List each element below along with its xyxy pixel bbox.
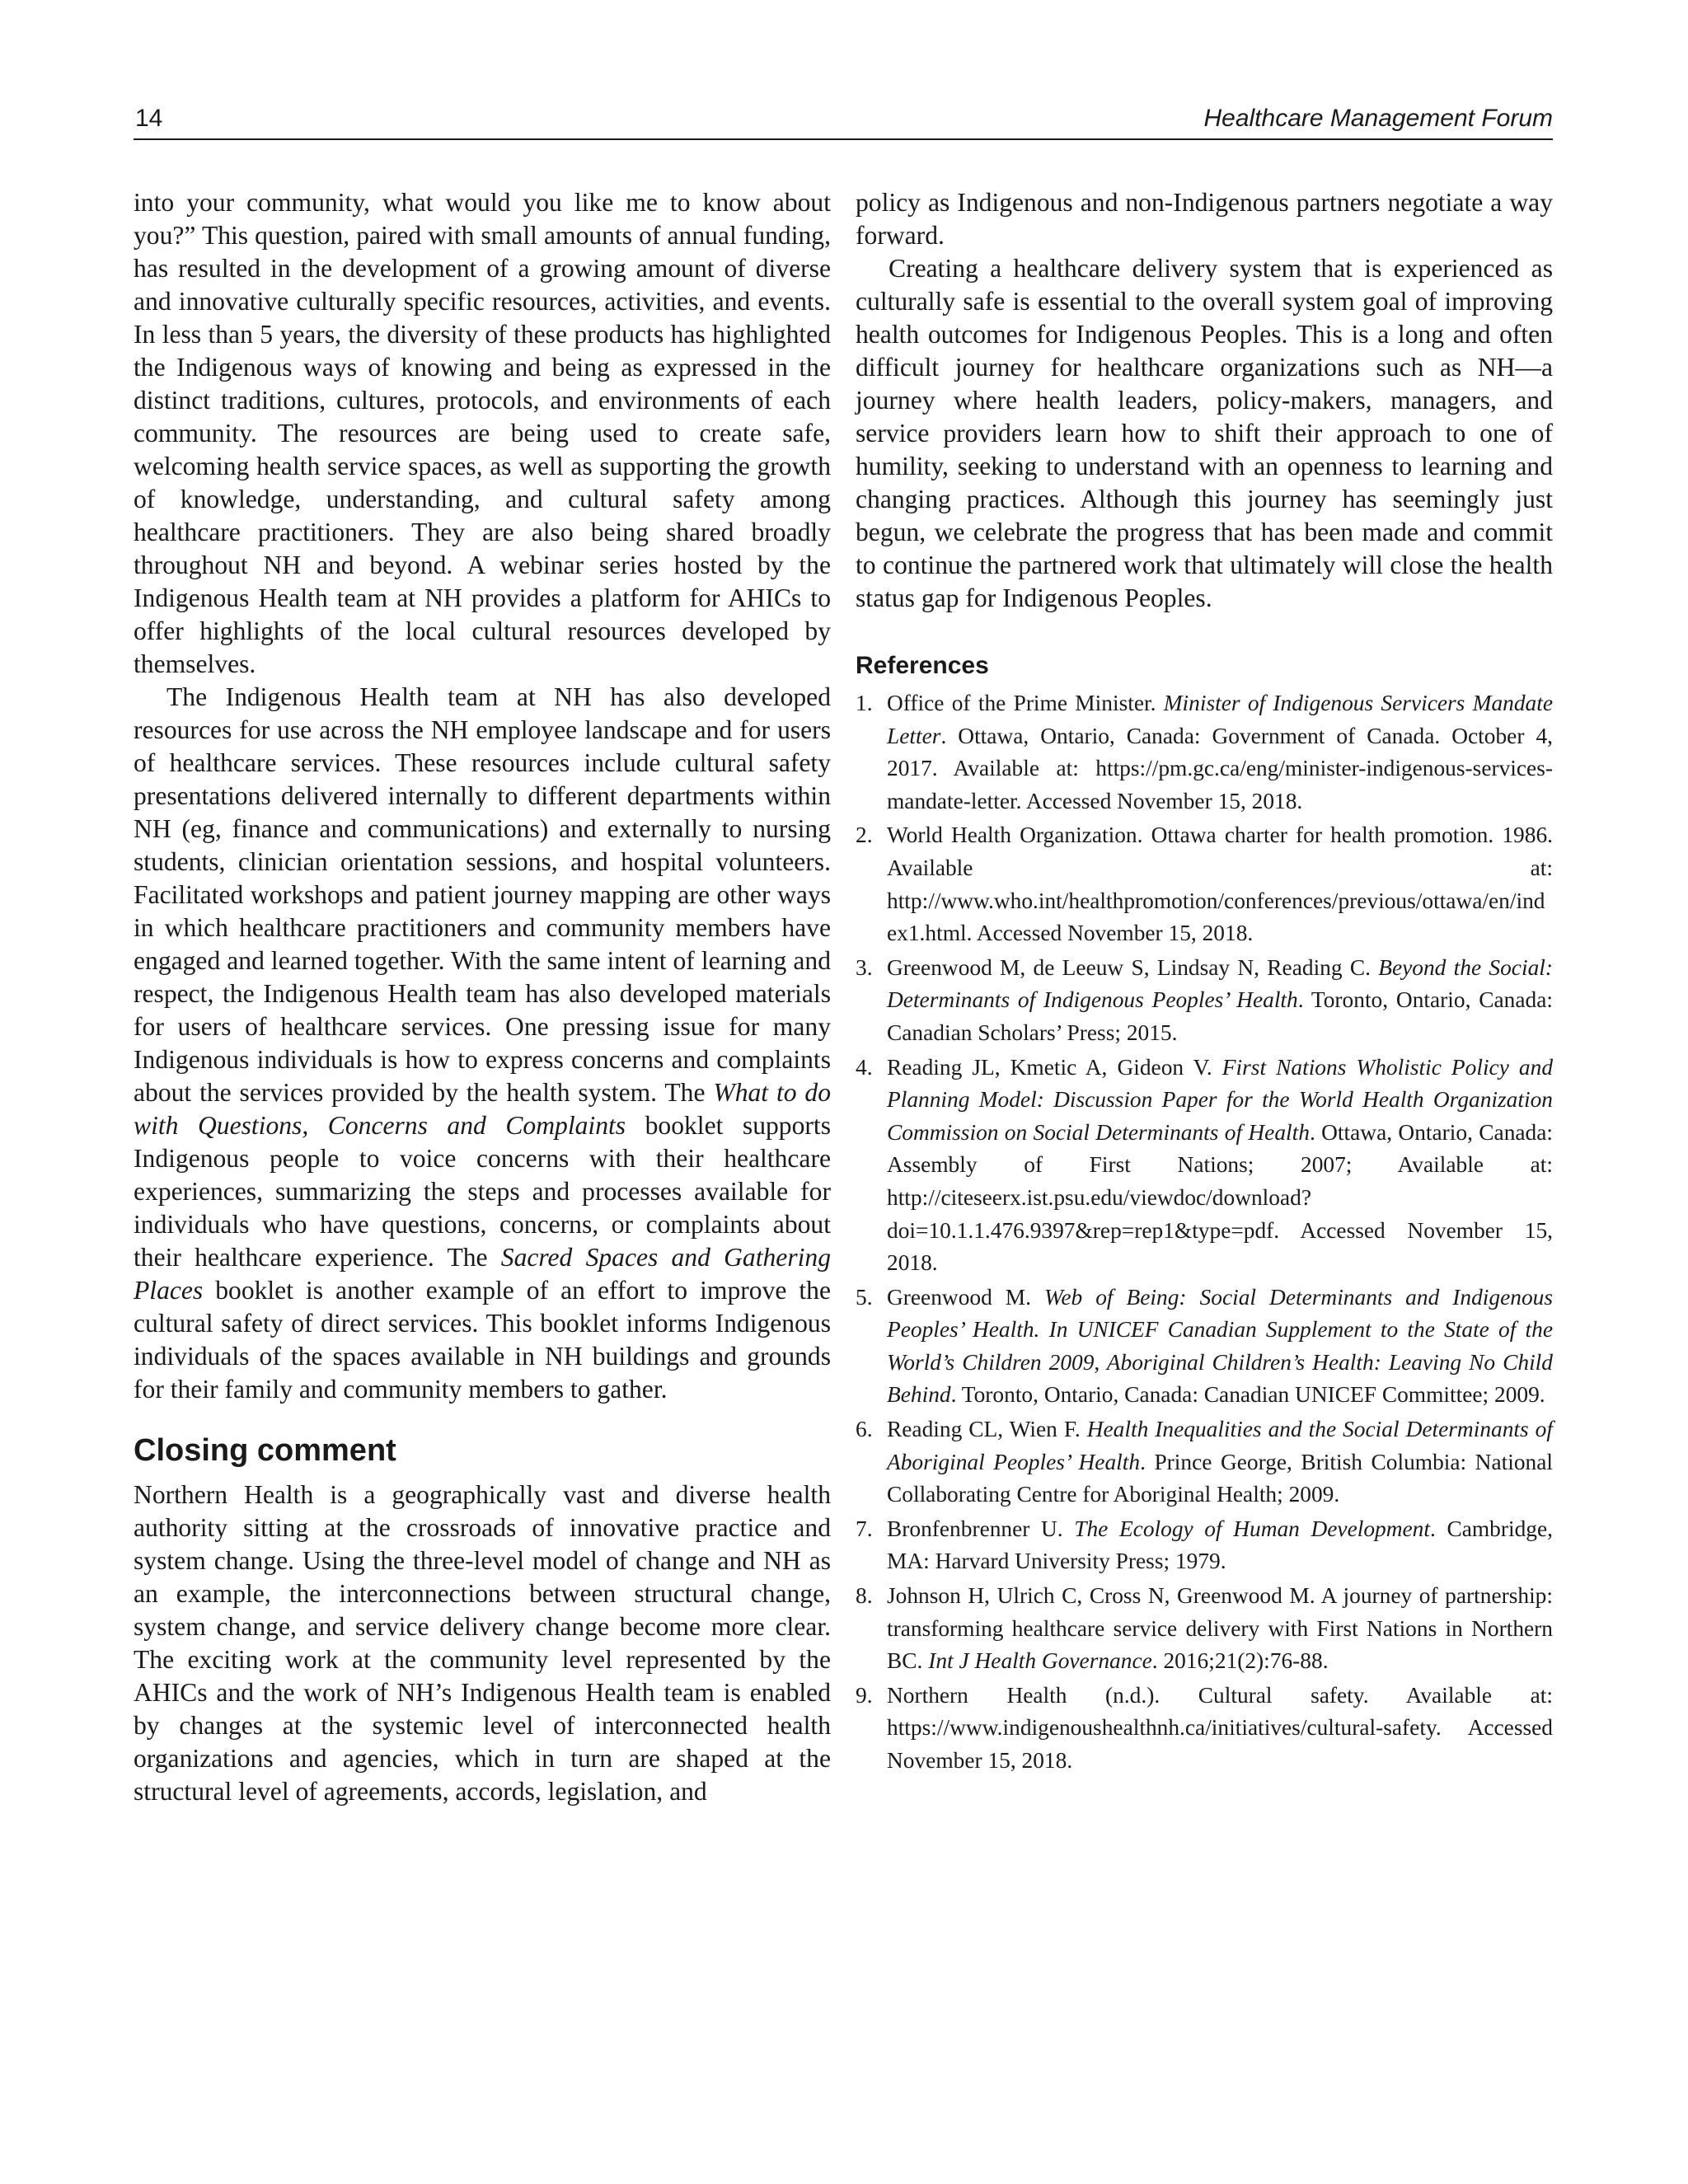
reference-text: . Prince George, British Columbia: National Collaborating Centre for Aboriginal Health; 2009. [887,1449,1553,1507]
reference-item [856,1580,1553,1678]
reference-item [856,1052,1553,1280]
reference-number: 8. [856,1583,873,1609]
reference-title: Health Inequalities and the Social Determinants of Aboriginal Peoples’ Health [887,1417,1553,1474]
reference-number: 6. [856,1417,873,1442]
reference-number: 2. [856,823,873,848]
reference-text: Greenwood M, de Leeuw S, Lindsay N, Reading C. [887,954,1379,980]
paragraph-culturally-safe: Creating a healthcare delivery system that is experienced as culturally safe is essential to the overall system goal of improving health outcomes for Indigenous Peoples. This is a long and often difficult journey for healthcare organizations such as NH—a journey where health leaders, policy-makers, managers, and service providers learn how to shift their approach to one of humility, seeking to understand with an openness to learning and changing practices. Although this journey has seemingly just begun, we celebrate the progress that has been made and commit to continue the partnered work that ultimately will close the health status gap for Indigenous Peoples. [856,254,1553,612]
paragraph-text: The Indigenous Health team at NH has also developed resources for use across the NH employee landscape and for users of healthcare services. These resources include cultural safety presentations delivered internally to different departments within NH (eg, finance and communications) and externally to nursing students, clinician orientation sessions, and hospital volunteers. Facilitated workshops and patient journey mapping are other ways in which healthcare practitioners and community members have engaged and learned together. With the same intent of learning and respect, the Indigenous Health team has also developed materials for users of healthcare services. One pressing issue for many Indigenous individuals is how to express concerns and complaints about the services provided by the health system. The [134,682,831,1107]
reference-number: 5. [856,1284,873,1310]
paragraph-closing: Northern Health is a geographically vast and diverse health authority sitting at the crossroads of innovative practice and system change. Using the three-level model of change and NH as an example, the interconnections between structural change, system change, and service delivery change become more clear. The exciting work at the community level represented by the AHICs and the work of NH’s Indigenous Health team is enabled by changes at the systemic level of interconnected health organizations and agencies, which in turn are shaped at the structural level of agreements, accords, legislation, and [134,1480,831,1806]
reference-text: Johnson H, Ulrich C, Cross N, Greenwood M. A journey of partnership: transforming healthcare service delivery with First Nations in Northern BC. [887,1583,1553,1674]
page-number: 14 [135,105,163,132]
reference-title: The Ecology of Human Development [1074,1516,1430,1541]
reference-item [856,819,1553,949]
reference-number: 9. [856,1682,873,1708]
reference-title: Web of Being: Social Determinants and Indigenous Peoples’ Health. In UNICEF Canadian Supplement to the State of the World’s Children 2009, Aboriginal Children’s Health: Leaving No Child Behind [887,1284,1553,1408]
reference-item [856,1413,1553,1511]
reference-text: . 2016;21(2):76-88. [1151,1648,1329,1674]
reference-text: . Ottawa, Ontario, Canada: Assembly of First Nations; 2007; Available at: http://citeseerx.ist.psu.edu/viewdoc/download?doi=10.1.1.476.9397&rep=rep1&type=pdf. Accessed November 15, 2018. [887,1119,1554,1276]
section-heading-closing: Closing comment [134,1433,396,1468]
reference-number: 1. [856,691,873,715]
paragraph-text: booklet is another example of an effort to improve the cultural safety of direct services. This booklet informs Indigenous individuals of the spaces available in NH buildings and grounds for their family and community members to gather. [134,1276,831,1404]
reference-text: . Cambridge, MA: Harvard University Press; 1979. [887,1516,1553,1574]
reference-title: First Nations Wholistic Policy and Planning Model: Discussion Paper for the World Health Organization Commission on Social Determinants of Health [887,1054,1554,1145]
reference-text: World Health Organization. Ottawa charter for health promotion. 1986. Available at: http://www.who.int/healthpromotion/conferences/previous/ottawa/en/index1.html. Accessed November 15, 2018. [887,823,1553,946]
journal-title: Healthcare Management Forum [1203,105,1553,132]
reference-item [856,952,1553,1050]
reference-text: Reading JL, Kmetic A, Gideon V. [887,1054,1222,1080]
reference-title: Beyond the Social: Determinants of Indigenous Peoples’ Health [887,954,1553,1013]
reference-list [856,687,1553,1778]
right-column [856,186,1553,1779]
paragraph-community-resources: into your community, what would you like me to know about you?” This question, paired with small amounts of annual funding, has resulted in the development of a growing amount of diverse and innovative culturally specific resources, activities, and events. In less than 5 years, the diversity of these products has highlighted the Indigenous ways of knowing and being as expressed in the distinct traditions, cultures, protocols, and environments of each community. The resources are being used to create safe, welcoming health service spaces, as well as supporting the growth of knowledge, understanding, and cultural safety among healthcare practitioners. They are also being shared broadly throughout NH and beyond. A webinar series hosted by the Indigenous Health team at NH provides a platform for AHICs to offer highlights of the local cultural resources developed by themselves. [134,188,831,678]
running-header [134,99,1553,140]
reference-text: Office of the Prime Minister. [887,691,1164,715]
reference-title: Int J Health Governance [928,1648,1152,1674]
references-heading: References [856,652,989,679]
booklet-title: Sacred Spaces and Gathering Places [134,1243,831,1305]
reference-number: 4. [856,1054,873,1080]
reference-item [856,1282,1553,1412]
reference-text: Greenwood M. [887,1284,1045,1310]
reference-text: Bronfenbrenner U. [887,1516,1075,1541]
reference-text: Reading CL, Wien F. [887,1417,1087,1442]
reference-item [856,1513,1553,1578]
left-column [134,186,831,1808]
paragraph-policy: policy as Indigenous and non-Indigenous partners negotiate a way forward. [856,188,1553,250]
booklet-title: What to do with Questions, Concerns and Complaints [134,1078,832,1140]
reference-number: 7. [856,1516,873,1541]
reference-item [856,687,1553,818]
paragraph-text: booklet supports Indigenous people to voice concerns with their healthcare experiences, summarizing the steps and processes available for individuals who have questions, concerns, or complaints about their healthcare experience. The [134,1111,831,1272]
reference-text: . Toronto, Ontario, Canada: Canadian Scholars’ Press; 2015. [887,987,1553,1045]
reference-text: . Toronto, Ontario, Canada: Canadian UNICEF Committee; 2009. [950,1382,1545,1408]
closing-body [134,1479,831,1808]
reference-number: 3. [856,954,873,980]
right-body [856,186,1553,615]
paragraph-indigenous-health-team [134,681,831,1406]
reference-item [856,1680,1553,1778]
reference-title: Minister of Indigenous Servicers Mandate Letter [887,691,1553,748]
reference-text: . Ottawa, Ontario, Canada: Government of Canada. October 4, 2017. Available at: https://pm.gc.ca/eng/minister-indigenous-services-mandate-letter. Accessed November 15, 2018. [887,723,1553,813]
left-body [134,186,831,1406]
reference-text: Northern Health (n.d.). Cultural safety. Available at: https://www.indigenoushealthnh.ca/initiatives/cultural-safety. Accessed November 15, 2018. [887,1682,1553,1773]
